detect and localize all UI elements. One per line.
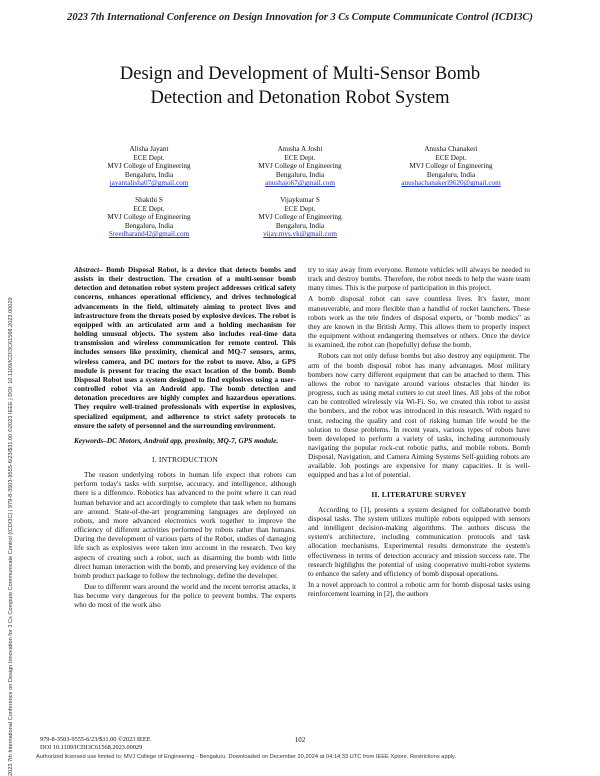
author-city: Bengaluru, India <box>124 170 174 179</box>
abstract-label: Abstract– <box>74 265 103 274</box>
paper-title <box>40 62 560 110</box>
author-block-5 <box>225 196 375 239</box>
body-paragraph-3: Robots can not only defuse bombs but also destroy any equipment. The arm of the bomb disposal robot has many advantages. Most military bombers now carry different equipment that can be attached to them. This allows the robot to navigate around various obstacles that hinder its progress, such as using metal cutters to cut steel lines. All jobs of the robot can be controlled wirelessly via Wi-Fi. So, we created this robot to assist the bombers, and the robot was introduced in this research. With regard to trust, reducing the quality and cost of risking human life would be the solution to these problems. In recent years, various types of robots have been developed to perform a variety of tasks, including autonomously navigating the popular rock-cut robotic paths, and mobile robots. Bomb Disposal, Navigation, and Camera Aiming Systems Self-guiding robots are available. Job postings are expensive for many capacities. It is well-equipped and has a lot of potential. <box>308 351 530 480</box>
author-email-link[interactable]: vijay.mys.vk@gmail.com <box>263 230 337 239</box>
author-city: Bengaluru, India <box>275 170 325 179</box>
author-block-2 <box>225 145 375 188</box>
author-name: Vijaykumar S <box>280 196 320 204</box>
author-email-link[interactable]: anushajo67@gmail.com <box>265 179 335 188</box>
abstract-text: Bomb Disposal Robot, is a device that detects bombs and assists in their destruction. The creation of a multi-sensor bomb detection and detonation robot system project addresses critical safety concerns, enhances operational efficiency, and drives technological advancements in the field, ultimately aiming to protect lives and infrastructure from the threats posed by explosive devices. The robot is equipped with an articulated arm and a holding mechanism for holding unusual objects. The system also includes real-time data transmission and wireless communication for remote control. This includes sensors like proximity, chemical and MQ-7 sensors, arms, wireless camera, and DC motors for the robot to move. Also, a GPS module is present for tracing the exact location of the bomb. Bomb Disposal Robot uses a system designed to find explosives using a user-controlled robot via an Android app. The bomb detection and detonation procedures are highly complex and hazardous operations. They require well-trained professionals with expertise in explosives, specialized equipment, and adherence to strict safety protocols to ensure the safety of personnel and the surrounding environment. <box>74 265 296 430</box>
author-college: MVJ College of Engineering <box>107 162 191 171</box>
right-column <box>308 265 530 600</box>
author-block-3 <box>376 145 526 188</box>
author-city: Bengaluru, India <box>275 221 325 230</box>
section-heading-literature-survey: II. LITERATURE SURVEY <box>371 489 467 499</box>
footer-isbn: 979-8-3503-9555-6/23/$31.00 ©2023 IEEE <box>40 736 151 743</box>
author-dept: ECE Dept. <box>133 153 165 162</box>
body-paragraph-1: try to stay away from everyone. Remote vehicles will always be needed to track and destroy bombs. Therefore, the robot needs to help the waste team many times. This is the purpose of participation in this project. <box>308 265 530 293</box>
author-name: Shakthi S <box>135 196 163 204</box>
intro-paragraph-2: Due to different wars around the world and the recent terrorist attacks, it has become very dangerous for the police to prevent bombs. The experts who do most of the work also <box>74 582 296 610</box>
author-name: Alisha Jayant <box>129 145 169 153</box>
author-email-link[interactable]: anushachanakeri9620@gmail.com <box>401 179 501 188</box>
author-dept: ECE Dept. <box>284 153 316 162</box>
author-dept: ECE Dept. <box>435 153 467 162</box>
author-email-link[interactable]: Sreedharand42@gmail.com <box>108 230 190 239</box>
literature-paragraph-1: According to [1], presents a system designed for collaborative bomb disposal tasks. The system utilizes multiple robots equipped with sensors and intelligent decision-making algorithms. The authors discuss the system's architecture, including communication protocols and task allocation mechanisms. Experimental results demonstrate the system's effectiveness in terms of detection accuracy and mission success rate. The research highlights the potential of using cooperative multi-robot systems to enhance the safety and efficiency of bomb disposal operations. <box>308 504 530 578</box>
author-city: Bengaluru, India <box>426 170 476 179</box>
author-college: MVJ College of Engineering <box>107 213 191 222</box>
footer-copyright <box>40 736 151 751</box>
section-heading-introduction: I. INTRODUCTION <box>152 454 218 464</box>
side-doi-banner: 2023 7th International Conference on Design Innovation for 3 Cs Compute Communicate Control (ICDI3C) | 979-8-3503-9555-6/23/$31.00 ©2023 IEEE | DOI: 10.1109/ICDI3C61568.2023.00029 <box>8 297 14 776</box>
keywords: Keywords–DC Motors, Android app, proximity, MQ-7, GPS module. <box>74 435 279 445</box>
author-college: MVJ College of Engineering <box>409 162 493 171</box>
author-email-link[interactable]: jayantalisha07@gmail.com <box>109 179 189 188</box>
conference-header: 2023 7th International Conference on Design Innovation for 3 Cs Compute Communicate Control (ICDI3C) <box>67 12 533 23</box>
title-line-2: Detection and Detonation Robot System <box>150 88 450 108</box>
title-line-1: Design and Development of Multi-Sensor Bomb <box>119 64 481 84</box>
body-paragraph-2: A bomb disposal robot can save countless lives. It's faster, more maneuverable, and more flexible than a handful of rocket launchers. These robots work as the tele finders of disposal experts, or "bomb medics" as they are known in the British Army. This allows them to properly inspect the equipment without endangering themselves or others. Once the device is examined, the robot can (hopefully) defuse the bomb. <box>308 294 530 350</box>
left-column <box>74 265 296 611</box>
abstract <box>74 265 296 430</box>
author-block-4 <box>74 196 224 239</box>
intro-paragraph-1: The reason underlying robots in human life expect that robots can perform today's tasks with surprise, accuracy, and intelligence, although there is a difference. Robotics has advanced to the point where it can read human behavior and act accordingly to complete that task when no humans are around. State-of-the-art programming languages are deployed on robots, and more advanced electronics work together to improve the efficiency of different activities performed by robots rather than humans. During the development of various parts of the Robot, studies of damaging life such as explosives were taken into account in the research. Two key aspects of creating such a robot, such as disarming the bomb with little direct human interaction with the bomb, and preserving key evidence of the bomb product package to follow the technology, define the developer. <box>74 470 296 580</box>
footer-doi: DOI 10.1109/ICDI3C61568.2023.00029 <box>40 743 143 751</box>
author-college: MVJ College of Engineering <box>258 213 342 222</box>
author-name: Anusha A Joshi <box>277 145 323 153</box>
author-city: Bengaluru, India <box>124 221 174 230</box>
author-block-1 <box>74 145 224 188</box>
author-name: Anusha Chanakeri <box>424 145 478 153</box>
author-dept: ECE Dept. <box>133 204 165 213</box>
author-college: MVJ College of Engineering <box>258 162 342 171</box>
page-number: 102 <box>294 736 306 744</box>
author-dept: ECE Dept. <box>284 204 316 213</box>
footer-authorized-use: Authorized licensed use limited to: MVJ College of Engineering - Bengaluru. Downloaded on December 20,2024 at 04:14:33 UTC from IEEE Xplore. Restrictions apply. <box>36 754 457 760</box>
literature-paragraph-2: In a novel approach to control a robotic arm for bomb disposal tasks using reinforcement learning in [2], the authors <box>308 580 530 599</box>
